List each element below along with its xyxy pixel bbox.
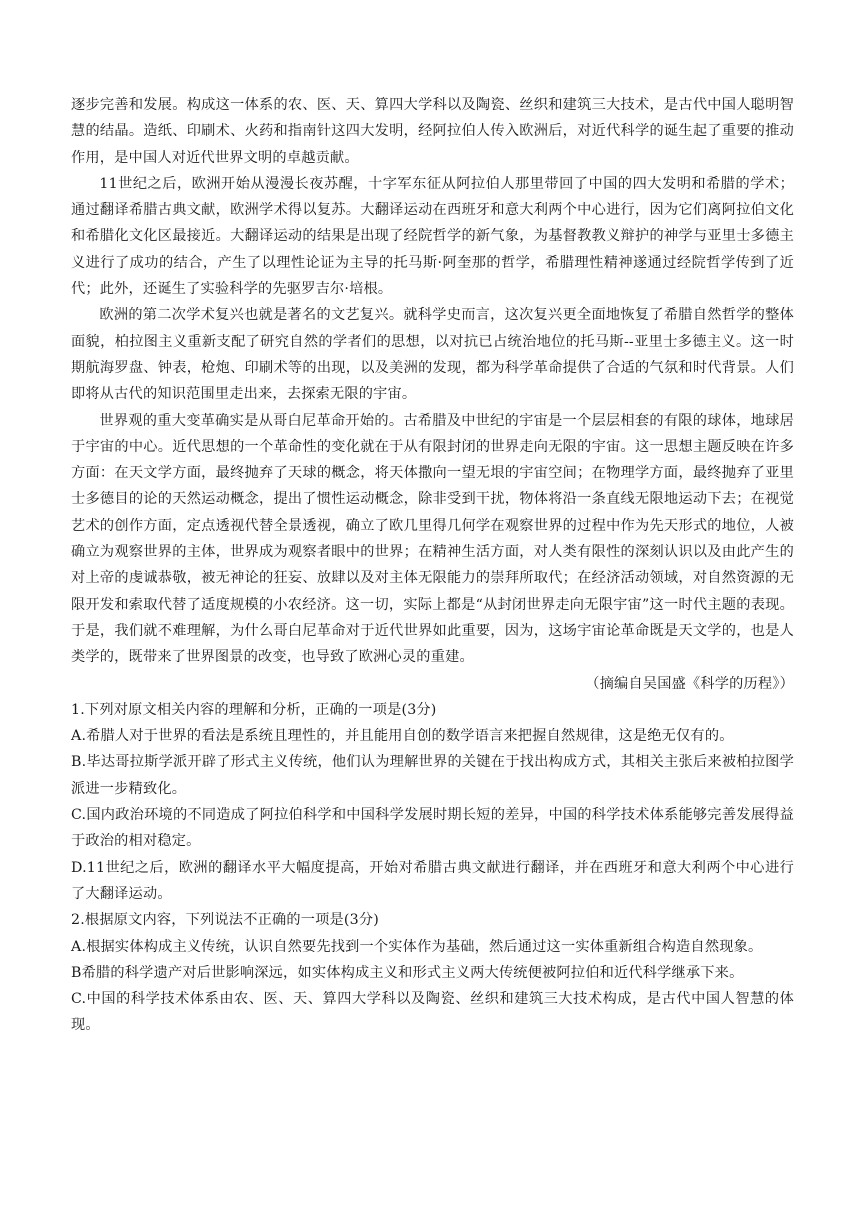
answer-option-c: C.国内政治环境的不同造成了阿拉伯科学和中国科学发展时期长短的差异，中国的科学技术体系能够完善发展得益于政治的相对稳定。 <box>71 807 794 850</box>
answer-option-a: A.希腊人对于世界的看法是系统且理性的，并且能用自创的数学语言来把握自然规律，这是绝无仅有的。 <box>71 728 734 745</box>
answer-option-b: B希腊的科学遗产对后世影响深远，如实体构成主义和形式主义两大传统便被阿拉伯和近代科学继承下来。 <box>71 964 744 981</box>
answer-option-c: C.中国的科学技术体系由农、医、天、算四大学科以及陶瓷、丝织和建筑三大技术构成，是古代中国人智慧的体现。 <box>71 991 794 1034</box>
answer-option-a: A.根据实体构成主义传统，认识自然要先找到一个实体作为基础，然后通过这一实体重新组合构造自然现象。 <box>71 938 763 955</box>
passage-source: （摘编自吴国盛《科学的历程》） <box>585 675 794 692</box>
question-1 <box>71 697 794 907</box>
answer-option-b: B.毕达哥拉斯学派开辟了形式主义传统，他们认为理解世界的关键在于找出构成方式，其相关主张后来被柏拉图学派进一步精致化。 <box>71 754 794 797</box>
question-2 <box>71 907 794 1038</box>
passage-paragraph: 欧洲的第二次学术复兴也就是著名的文艺复兴。就科学史而言，这次复兴更全面地恢复了希腊自然哲学的整体面貌，柏拉图主义重新支配了研究自然的学者们的思想，以对抗已占统治地位的托马斯--亚里士多德主义。这一时期航海罗盘、钟表，枪炮、印刷术等的出现，以及美洲的发现，都为科学革命提供了合适的气氛和时代背景。人们即将从古代的知识范围里走出来，去探索无限的宇宙。 <box>71 307 794 403</box>
passage-paragraph: 世界观的重大变革确实是从哥白尼革命开始的。古希腊及中世纪的宇宙是一个层层相套的有限的球体，地球居于宇宙的中心。近代思想的一个革命性的变化就在于从有限封闭的世界走向无限的宇宙。这一思想主题反映在许多方面：在天文学方面，最终抛弃了天球的概念，将天体撒向一望无垠的宇宙空间；在物理学方面，最终抛弃了亚里士多德目的论的天然运动概念，提出了惯性运动概念，除非受到干扰，物体将沿一条直线无限地运动下去；在视觉艺术的创作方面，定点透视代替全景透视，确立了欧几里得几何学在观察世界的过程中作为先天形式的地位，人被确立为观察世界的主体，世界成为观察者眼中的世界；在精神生活方面，对人类有限性的深刻认识以及由此产生的对上帝的虔诚恭敬，被无神论的狂妄、放肆以及对主体无限能力的崇拜所取代；在经济活动领域，对自然资源的无限开发和索取代替了适度规模的小农经济。这一切，实际上都是“从封闭世界走向无限宇宙”这一时代主题的表现。于是，我们就不难理解，为什么哥白尼革命对于近代世界如此重要，因为，这场宇宙论革命既是天文学的，也是人类学的，既带来了世界图景的改变，也导致了欧洲心灵的重建。 <box>71 412 794 666</box>
question-stem: 1.下列对原文相关内容的理解和分析，正确的一项是(3分) <box>71 701 437 718</box>
passage-paragraph-continued: 逐步完善和发展。构成这一体系的农、医、天、算四大学科以及陶瓷、丝织和建筑三大技术，是古代中国人聪明智慧的结晶。造纸、印刷术、火药和指南针这四大发明，经阿拉伯人传入欧洲后，对近代科学的诞生起了重要的推动作用，是中国人对近代世界文明的卓越贡献。 <box>71 97 794 166</box>
passage-paragraph: 11世纪之后，欧洲开始从漫漫长夜苏醒，十字军东征从阿拉伯人那里带回了中国的四大发明和希腊的学术；通过翻译希腊古典文献，欧洲学术得以复苏。大翻译运动在西班牙和意大利两个中心进行，因为它们离阿拉伯文化和希腊化文化区最接近。大翻译运动的结果是出现了经院哲学的新气象，为基督教教义辩护的神学与亚里士多德主义进行了成功的结合，产生了以理性论证为主导的托马斯·阿奎那的哲学，希腊理性精神遂通过经院哲学传到了近代；此外，还诞生了实验科学的先驱罗吉尔·培根。 <box>71 175 794 298</box>
question-stem: 2.根据原文内容，下列说法不正确的一项是(3分) <box>71 912 379 929</box>
answer-option-d: D.11世纪之后，欧洲的翻译水平大幅度提高，开始对希腊古典文献进行翻译，并在西班牙和意大利两个中心进行了大翻译运动。 <box>71 859 794 902</box>
